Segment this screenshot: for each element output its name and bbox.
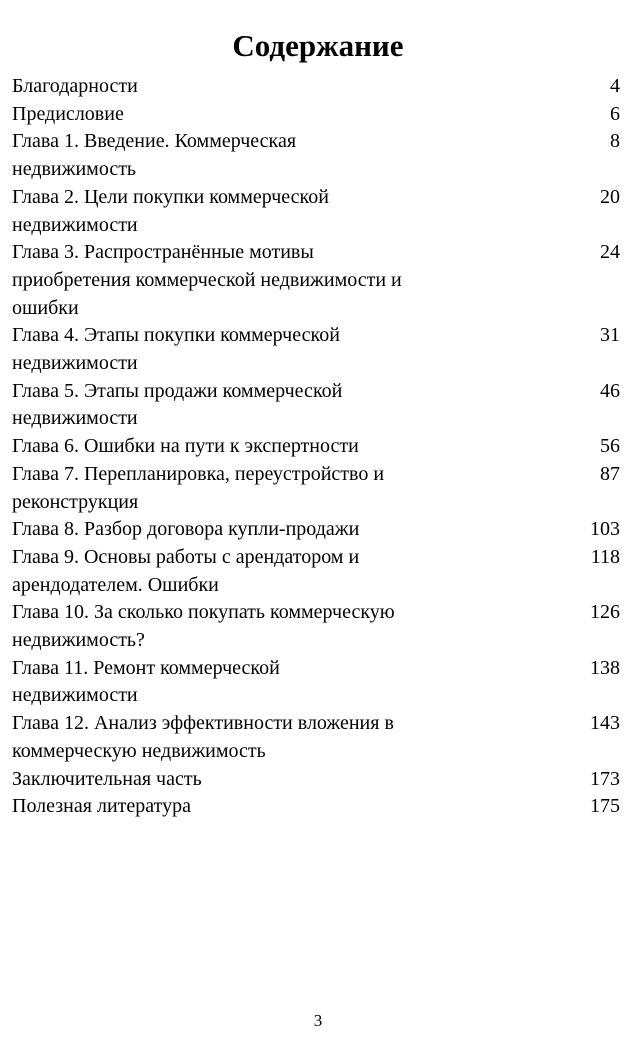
toc-entry-title-line: Благодарности <box>12 75 138 97</box>
toc-entry-page: 4 <box>610 75 620 97</box>
toc-entry-page: 31 <box>600 324 620 347</box>
toc-entry-title-line: коммерческую недвижимость <box>12 739 266 762</box>
page-number: 3 <box>313 1011 323 1030</box>
toc-entry-page: 87 <box>600 462 620 485</box>
toc-entry <box>12 322 620 377</box>
toc-entry-page: 138 <box>590 656 620 679</box>
toc-entry <box>12 128 620 183</box>
toc-entry-title <box>12 461 384 516</box>
toc-entry-title <box>12 766 202 794</box>
toc-entry-page: 20 <box>600 185 620 208</box>
toc-entry-title-line: Глава 9. Основы работы с арендатором и <box>12 545 360 568</box>
toc-entry-page: 46 <box>600 379 620 402</box>
toc-entry-page: 118 <box>590 545 620 568</box>
toc-entry-page: 143 <box>590 712 620 735</box>
toc-entry <box>12 101 620 129</box>
toc-entry-title <box>12 322 340 377</box>
toc-entry-title <box>12 655 280 710</box>
toc-entry-title-line: Глава 12. Анализ эффективности вложения в <box>12 712 394 735</box>
toc-entry-title <box>12 101 124 129</box>
toc-entry <box>12 793 620 821</box>
toc-entry <box>12 766 620 794</box>
toc-entry <box>12 599 620 654</box>
toc-entry-title-line: Глава 1. Введение. Коммерческая <box>12 130 297 153</box>
toc-entry-title-line: Глава 8. Разбор договора купли-продажи <box>12 518 360 541</box>
toc-entry-title-line: недвижимости <box>12 407 138 430</box>
toc-entry-title-line: Глава 4. Этапы покупки коммерческой <box>12 324 340 347</box>
toc-entry <box>12 516 620 544</box>
toc-entry-title-line: приобретения коммерческой недвижимости и <box>12 268 402 291</box>
toc-entry <box>12 710 620 765</box>
toc-entry-title-line: реконструкция <box>12 490 139 513</box>
toc-entry <box>12 461 620 516</box>
toc-entry-title <box>12 516 359 544</box>
toc-entry-title <box>12 128 296 183</box>
toc-entry-title <box>12 599 395 654</box>
toc-entry-title-line: Глава 5. Этапы продажи коммерческой <box>12 379 343 402</box>
toc-entry-page: 126 <box>590 601 620 624</box>
toc-entry-title-line: арендодателем. Ошибки <box>12 573 219 596</box>
toc-entry-title <box>12 239 402 322</box>
toc-entry-page: 103 <box>590 518 620 541</box>
toc-entry-title <box>12 710 394 765</box>
toc-entry-title-line: Глава 2. Цели покупки коммерческой <box>12 185 329 208</box>
page-title: Содержание <box>232 27 404 63</box>
toc-entry <box>12 73 620 101</box>
toc-entry <box>12 184 620 239</box>
toc-entry-title-line: Глава 3. Распространённые мотивы <box>12 241 314 264</box>
toc-entry-title <box>12 433 359 461</box>
toc-entry-title-line: Полезная литература <box>12 795 191 818</box>
toc-entry-title-line: Глава 10. За сколько покупать коммерческую <box>12 601 395 624</box>
toc-entry <box>12 433 620 461</box>
toc-entry <box>12 655 620 710</box>
toc-entry-title-line: недвижимость? <box>12 629 145 652</box>
toc-entry-title-line: ошибки <box>12 296 79 319</box>
toc-entry-page: 175 <box>590 795 620 818</box>
toc-entry-title <box>12 793 191 821</box>
toc-entry-title-line: Глава 7. Перепланировка, переустройство и <box>12 462 385 485</box>
toc-entry-title-line: Глава 11. Ремонт коммерческой <box>12 656 280 679</box>
toc-entry <box>12 544 620 599</box>
toc-entry <box>12 239 620 322</box>
toc-entry-title-line: недвижимость <box>12 158 137 181</box>
toc-entry-title <box>12 184 329 239</box>
toc-entry-page: 56 <box>600 435 620 458</box>
toc-entry-title-line: недвижимости <box>12 213 138 236</box>
toc-entry-title-line: Глава 6. Ошибки на пути к экспертности <box>12 435 359 458</box>
table-of-contents <box>12 73 620 821</box>
toc-entry-title-line: Предисловие <box>12 102 124 125</box>
toc-entry-page: 24 <box>600 241 620 264</box>
toc-entry-title <box>12 544 359 599</box>
toc-entry-title-line: недвижимости <box>12 684 138 707</box>
toc-entry-page: 8 <box>610 130 620 153</box>
toc-entry-title-line: Заключительная часть <box>12 767 202 790</box>
toc-entry-page: 6 <box>610 102 620 125</box>
toc-entry <box>12 378 620 433</box>
toc-entry-page: 173 <box>590 767 620 790</box>
toc-entry-title-line: недвижимости <box>12 352 138 375</box>
toc-entry-title <box>12 73 138 101</box>
toc-entry-title <box>12 378 342 433</box>
